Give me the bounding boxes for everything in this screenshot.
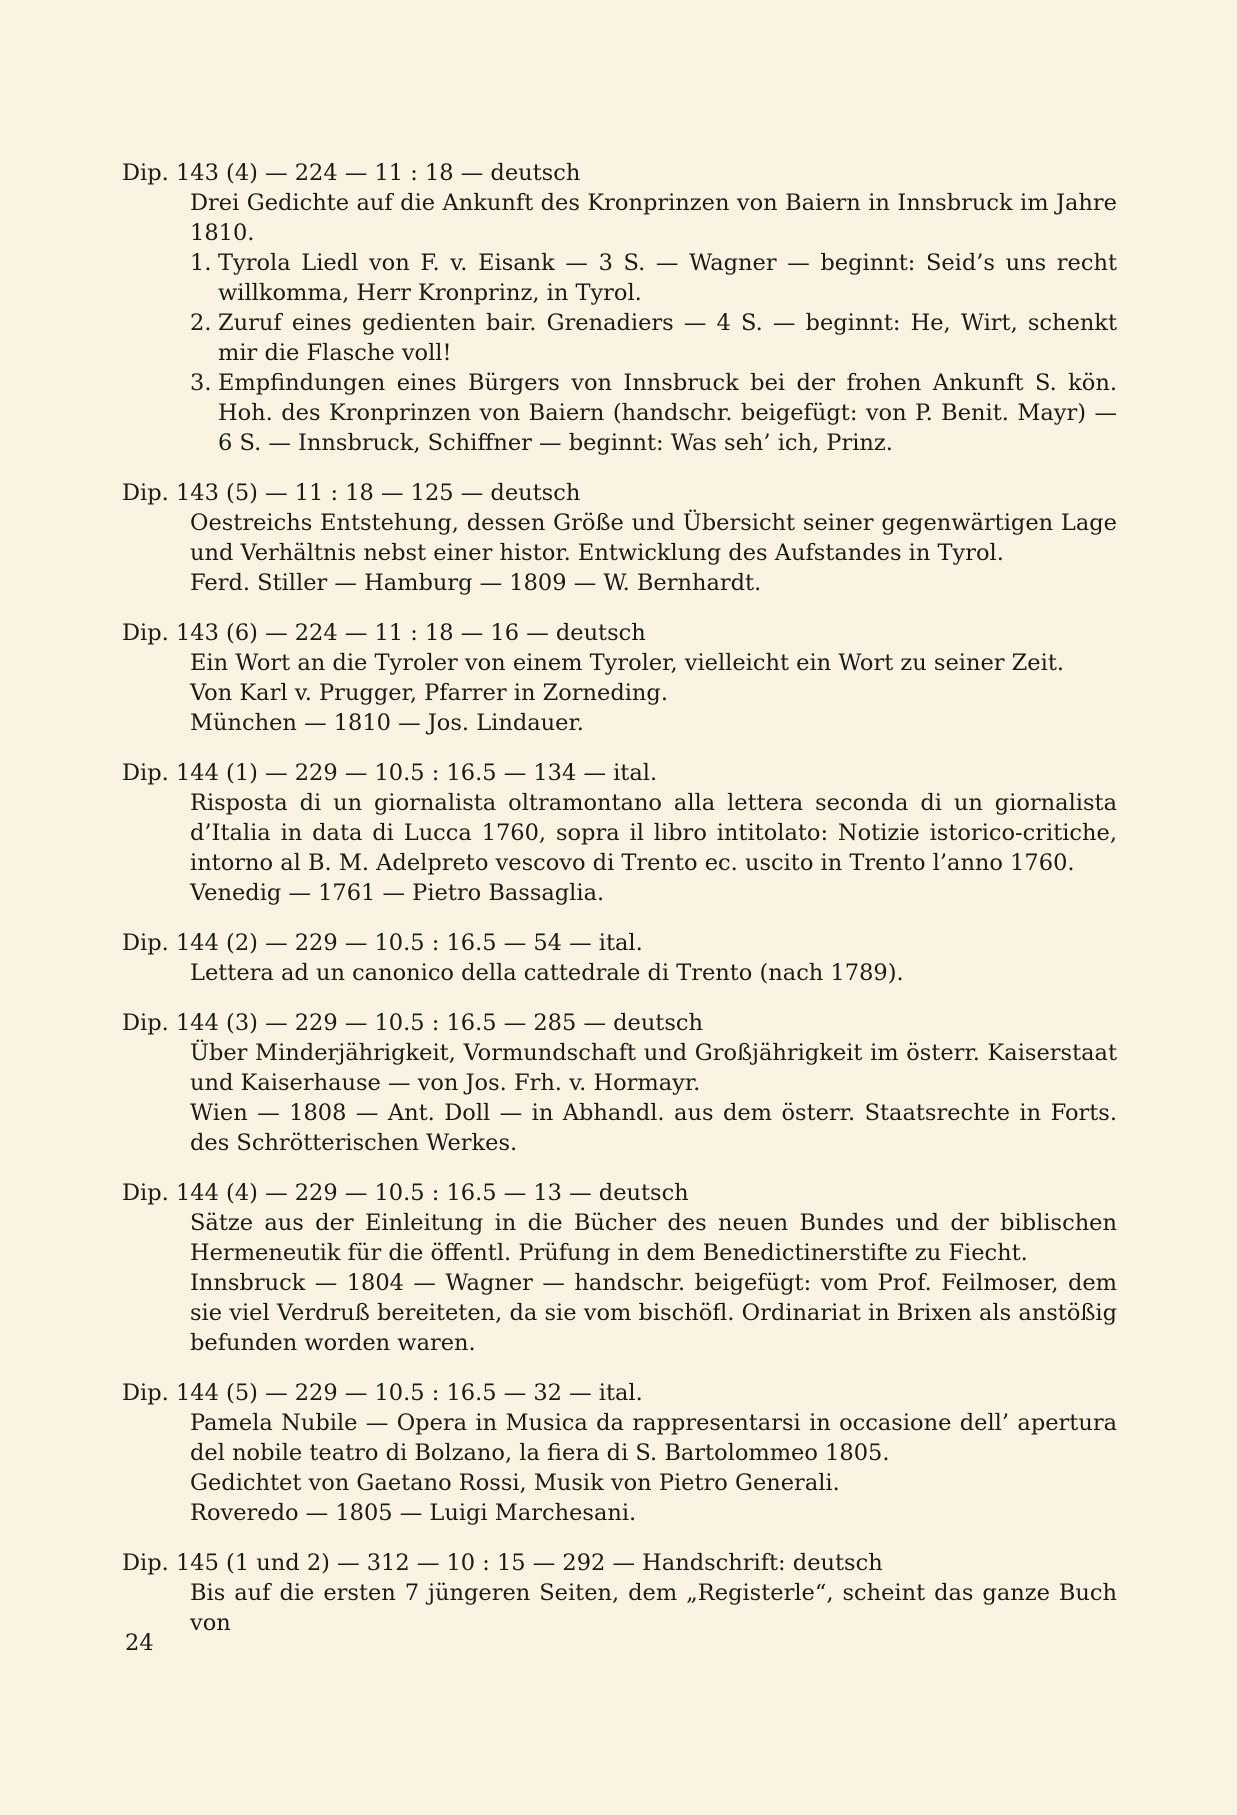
entry-heading: Dip. 144 (3) — 229 — 10.5 : 16.5 — 285 — deutsch [122,1010,703,1036]
entry-paragraph: Venedig — 1761 — Pietro Bassaglia. [190,880,605,906]
entry-paragraph: Oestreichs Entstehung, dessen Größe und Übersicht seiner gegenwärtigen Lage und Verhältnis nebst einer histor. Entwicklung des Aufstandes in Tyrol. [190,510,1117,566]
item-text: Empfindungen eines Bürgers von Innsbruck bei der frohen Ankunft S. kön. Hoh. des Kronprinzen von Baiern (handschr. beigefügt: von P. Benit. Mayr) — 6 S. — Innsbruck, Schiffner — beginnt: Was seh’ ich, Prinz. [218,370,1117,456]
item-number: 1. [190,250,212,276]
entry-paragraph: München — 1810 — Jos. Lindauer. [190,710,584,736]
catalog-entry [122,1178,1117,1358]
numbered-item [190,308,1117,368]
item-number: 2. [190,310,212,336]
entry-body [122,1578,1117,1638]
entry-body [122,508,1117,598]
catalog-entry [122,618,1117,738]
entry-paragraph: Bis auf die ersten 7 jüngeren Seiten, dem „Registerle“, scheint das ganze Buch von [190,1580,1117,1636]
entry-body [122,1208,1117,1358]
entry-heading: Dip. 144 (5) — 229 — 10.5 : 16.5 — 32 — ital. [122,1380,643,1406]
numbered-item [190,248,1117,308]
item-text: Tyrola Liedl von F. v. Eisank — 3 S. — Wagner — beginnt: Seid’s uns recht willkomma, Herr Kronprinz, in Tyrol. [218,250,1117,306]
entry-paragraph: Ein Wort an die Tyroler von einem Tyroler, vielleicht ein Wort zu seiner Zeit. [190,650,1065,676]
entry-paragraph: Wien — 1808 — Ant. Doll — in Abhandl. aus dem österr. Staatsrechte in Forts. des Schrötterischen Werkes. [190,1100,1117,1156]
entry-heading: Dip. 143 (5) — 11 : 18 — 125 — deutsch [122,480,581,506]
entry-heading: Dip. 144 (1) — 229 — 10.5 : 16.5 — 134 — ital. [122,760,658,786]
catalog-entries [122,158,1117,1658]
entry-paragraph: Innsbruck — 1804 — Wagner — handschr. beigefügt: vom Prof. Feilmoser, dem sie viel Verdruß bereiteten, da sie vom bischöfl. Ordinariat in Brixen als anstößig befunden worden waren. [190,1270,1117,1356]
catalog-entry [122,1378,1117,1528]
catalog-entry [122,758,1117,908]
page-number: 24 [125,1630,154,1656]
entry-paragraph: Gedichtet von Gaetano Rossi, Musik von Pietro Generali. [190,1470,840,1496]
entry-heading: Dip. 145 (1 und 2) — 312 — 10 : 15 — 292 — Handschrift: deutsch [122,1550,883,1576]
entry-paragraph: Risposta di un giornalista oltramontano alla lettera seconda di un giornalista d’Italia in data di Lucca 1760, sopra il libro intitolato: Notizie istorico-critiche, intorno al B. M. Adelpreto vescovo di Trento ec. uscito in Trento l’anno 1760. [190,790,1117,876]
entry-paragraph: Ferd. Stiller — Hamburg — 1809 — W. Bernhardt. [190,570,762,596]
entry-heading: Dip. 143 (4) — 224 — 11 : 18 — deutsch [122,160,581,186]
entry-paragraph: Über Minderjährigkeit, Vormundschaft und Großjährigkeit im österr. Kaiserstaat und Kaiserhause — von Jos. Frh. v. Hormayr. [190,1040,1117,1096]
entry-body [122,958,1117,988]
numbered-item [190,368,1117,458]
catalog-entry [122,1008,1117,1158]
entry-paragraph: Lettera ad un canonico della cattedrale di Trento (nach 1789). [190,960,904,986]
catalog-entry [122,1548,1117,1638]
catalog-entry [122,928,1117,988]
entry-paragraph: Von Karl v. Prugger, Pfarrer in Zorneding. [190,680,668,706]
entry-body [122,1038,1117,1158]
catalog-entry [122,478,1117,598]
entry-paragraph: Pamela Nubile — Opera in Musica da rappresentarsi in occasione dell’ apertura del nobile teatro di Bolzano, la fiera di S. Bartolommeo 1805. [190,1410,1117,1466]
entry-paragraph: Sätze aus der Einleitung in die Bücher des neuen Bundes und der biblischen Hermeneutik für die öffentl. Prüfung in dem Benedictinerstifte zu Fiecht. [190,1210,1117,1266]
entry-body [122,648,1117,738]
entry-paragraph: Roveredo — 1805 — Luigi Marchesani. [190,1500,637,1526]
entry-heading: Dip. 144 (4) — 229 — 10.5 : 16.5 — 13 — deutsch [122,1180,689,1206]
entry-body [122,1408,1117,1528]
item-number: 3. [190,370,212,396]
item-text: Zuruf eines gedienten bair. Grenadiers — 4 S. — beginnt: He, Wirt, schenkt mir die Flasche voll! [218,310,1117,366]
entry-paragraph: Drei Gedichte auf die Ankunft des Kronprinzen von Baiern in Innsbruck im Jahre 1810. [190,190,1117,246]
entry-body [122,788,1117,908]
entry-body [122,188,1117,458]
entry-heading: Dip. 144 (2) — 229 — 10.5 : 16.5 — 54 — ital. [122,930,643,956]
entry-heading: Dip. 143 (6) — 224 — 11 : 18 — 16 — deutsch [122,620,646,646]
catalog-entry [122,158,1117,458]
